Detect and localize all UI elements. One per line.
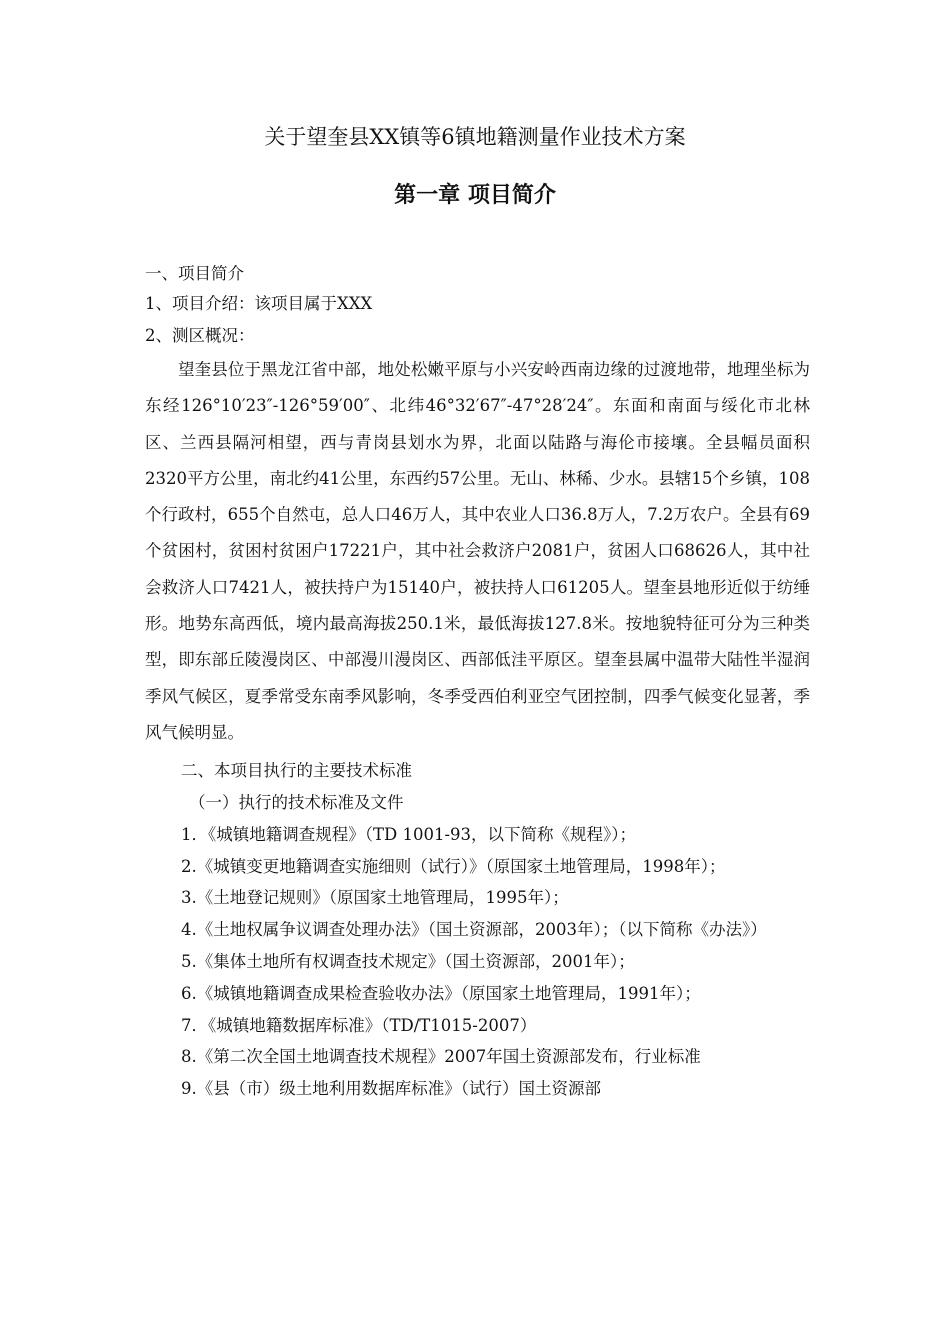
standard-item: 8.《第二次全国土地调查技术规程》2007年国土资源部发布，行业标准 — [181, 1047, 701, 1067]
section-heading-project-intro: 一、项目简介 — [145, 264, 244, 283]
survey-area-overview-label: 2、测区概况： — [145, 326, 255, 345]
document-body — [145, 260, 810, 1105]
chapter-title: 第一章 项目简介 — [394, 183, 556, 208]
project-introduction-line: 1、项目介绍：该项目属于XXX — [145, 294, 373, 313]
standard-item: 9.《县（市）级土地利用数据库标准》（试行）国土资源部 — [181, 1079, 601, 1099]
standard-item: 7．《城镇地籍数据库标准》（TD/T1015-2007） — [181, 1015, 537, 1035]
section-heading-technical-standards: 二、本项目执行的主要技术标准 — [181, 761, 412, 781]
standard-item: 4.《土地权属争议调查处理办法》（国土资源部，2003年）；（以下简称《办法》） — [181, 920, 767, 940]
document-title: 关于望奎县XX镇等6镇地籍测量作业技术方案 — [264, 125, 686, 149]
subheading-standards-documents: （一）执行的技术标准及文件 — [189, 793, 404, 813]
standard-item: 2.《城镇变更地籍调查实施细则（试行）》（原国家土地管理局，1998年）； — [181, 856, 726, 876]
survey-area-paragraph: 望奎县位于黑龙江省中部，地处松嫩平原与小兴安岭西南边缘的过渡地带，地理坐标为东经126°10′23″-126°59′00″、北纬46°32′67″-47°28′24″。东面和南面与绥化市北林区、兰西县隔河相望，西与青岗县划水为界，北面以陆路与海伦市接壤。全县幅员面积2320平方公里，南北约41公里，东西约57公里。无山、林稀、少水。县辖15个乡镇，108个行政村，655个自然屯，总人口46万人，其中农业人口36.8万人，7.2万农户。全县有69个贫困村，贫困村贫困户17221户，其中社会救济户2081户，贫困人口68626人，其中社会救济人口7421人，被扶持户为15140户，被扶持人口61205人。望奎县地形近似于纺缍形。地势东高西低，境内最高海拔250.1米，最低海拔127.8米。按地貌特征可分为三种类型，即东部丘陵漫岗区、中部漫川漫岗区、西部低洼平原区。望奎县属中温带大陆性半湿润季风气候区，夏季常受东南季风影响，冬季受西伯利亚空气团控制，四季气候变化显著，季风气候明显。 — [145, 360, 810, 742]
standard-item: 6.《城镇地籍调查成果检查验收办法》（原国家土地管理局，1991年）； — [181, 983, 701, 1003]
standard-item: 3.《土地登记规则》（原国家土地管理局，1995年）； — [181, 888, 569, 908]
standard-item: 5.《集体土地所有权调查技术规定》（国土资源部，2001年）； — [181, 952, 635, 972]
standard-item: 1．《城镇地籍调查规程》（TD 1001-93，以下简称《规程》）； — [181, 824, 637, 844]
